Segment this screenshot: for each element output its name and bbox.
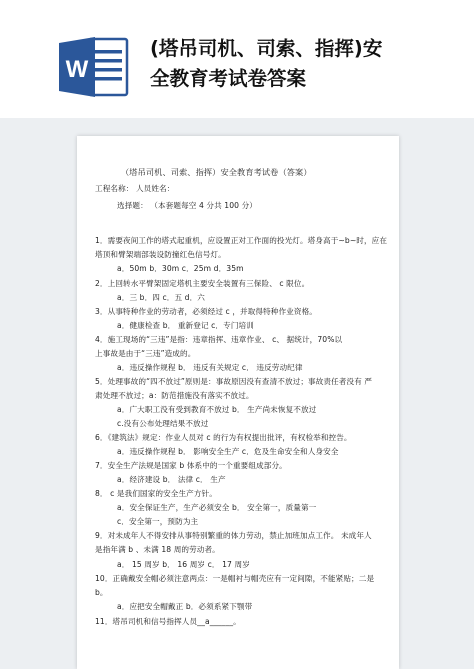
question-line: 8． c 是我们国家的安全生产方针。: [95, 489, 217, 498]
project-line: 工程名称： 人员姓名：: [95, 184, 175, 193]
word-icon: [57, 36, 129, 98]
question-line: 7．安全生产法规是国家 b 体系中的一个重要组成部分。: [95, 461, 287, 470]
question-line: 肃处理不放过；a：防范措施没有落实不放过。: [95, 391, 254, 400]
option-line: a．经济建设 b． 法律 c． 生产: [117, 475, 226, 484]
option-line: a． 15 周岁 b． 16 周岁 c． 17 周岁: [117, 560, 250, 569]
option-line: a．应把安全帽戴正 b．必须系紧下颚带: [117, 602, 253, 611]
question-line: 2．上回转水平臂架固定塔机主要安全装置有三保险、 c 限位。: [95, 279, 310, 288]
question-line: 上事故是由于“三违”造成的。: [95, 349, 196, 358]
svg-text:W: W: [65, 56, 89, 83]
section-heading: 选择题： （本套题每空 4 分共 100 分）: [117, 201, 258, 210]
question-line: 1．需要夜间工作的塔式起重机，应设置正对工作面的投光灯。塔身高于~b~时，应在: [95, 236, 388, 245]
title-line-1: (塔吊司机、司索、指挥)安: [150, 37, 383, 60]
question-line: 10．正确戴安全帽必须注意两点：一是帽衬与帽壳应有一定间隙，不能紧贴；二是: [95, 574, 375, 583]
question-line: 塔顶和臂架端部装设防撞红色信号灯。: [95, 250, 226, 259]
paper-title: （塔吊司机、司索、指挥）安全教育考试卷（答案）: [121, 167, 312, 177]
question-line: 5．处理事故的“四不放过”原则是：事故原因没有查清不放过；事故责任者没有 严: [95, 377, 373, 386]
question-line: 4．施工现场的“三违”是指：违章指挥、违章作业、 c、 据统计，70%以: [95, 335, 343, 344]
option-line: a．广大职工没有受到教育不放过 b． 生产尚未恢复不放过: [117, 405, 317, 414]
option-line: a．三 b．四 c．五 d．六: [117, 293, 205, 302]
option-line: a．违反操作规程 b． 违反有关规定 c． 违反劳动纪律: [117, 363, 303, 372]
option-line: c.没有公布处理结果不放过: [117, 419, 209, 428]
doc-header: [0, 0, 474, 118]
question-line: 3．从事特种作业的劳动者，必须经过 c ，并取得特种作业资格。: [95, 307, 317, 316]
option-line: a．违反操作规程 b． 影响安全生产 c．危及生命安全和人身安全: [117, 447, 339, 456]
question-line: 是指年满 b 、未满 18 周的劳动者。: [95, 545, 220, 554]
option-line: a．安全保证生产，生产必须安全 b． 安全第一，质量第一: [117, 503, 317, 512]
question-line: 6．《建筑法》规定：作业人员对 c 的行为有权提出批评，有权检举和控告。: [95, 433, 352, 442]
option-line: c．安全第一，预防为主: [117, 517, 199, 526]
document-page: [77, 136, 399, 669]
question-line: 11．塔吊司机和信号指挥人员__a______。: [95, 617, 241, 626]
option-line: a．健康检查 b． 重新登记 c．专门培训: [117, 321, 254, 330]
document-title: [150, 34, 468, 94]
question-line: b。: [95, 588, 108, 597]
question-line: 9．对未成年人不得安排从事特别繁重的体力劳动，禁止加班加点工作。 未成年人: [95, 531, 372, 540]
option-line: a．50m b．30m c．25m d．35m: [117, 264, 244, 273]
title-line-2: 全教育考试卷答案: [150, 67, 307, 90]
